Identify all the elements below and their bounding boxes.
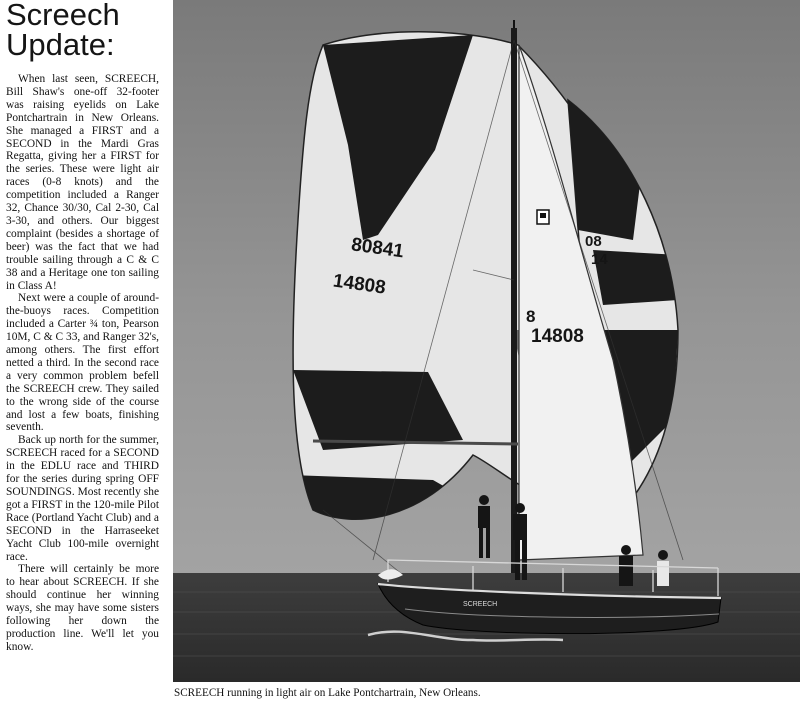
article-body — [6, 73, 159, 654]
leech-number-top: 08 — [585, 233, 602, 250]
spinnaker-number: 14808 — [331, 270, 387, 299]
headline-line-2: Update: — [6, 27, 115, 62]
mainsail-number: 14808 — [531, 326, 584, 347]
spinnaker-number-mirrored: 80841 — [349, 234, 406, 263]
mast — [511, 28, 517, 573]
hull-name: SCREECH — [463, 601, 498, 608]
photo-caption: SCREECH running in light air on Lake Pontchartrain, New Orleans. — [174, 687, 481, 699]
article-paragraph: There will certainly be more to hear about SCREECH. If she should continue her winning ways, she may have some sisters following her down the production line. We'll let you know. — [6, 563, 159, 653]
article-paragraph: Next were a couple of around-the-buoys races. Competition included a Carter ¾ ton, Pearson 10M, C & C 33, and Ranger 32's, among others. The first effort netted a third. In the second race a very common problem befell the SCREECH crew. They sailed to the wrong side of the course and lost a few boats, finishing seventh. — [6, 292, 159, 434]
article-paragraph: When last seen, SCREECH, Bill Shaw's one-off 32-footer was raising eyelids on Lake Pontchartrain in New Orleans. She managed a FIRST and a SECOND in the Mardi Gras Regatta, giving her a FIRST for the series. These were light air races (0-8 knots) and the competition included a Ranger 32, Chance 30/30, Cal 2-30, Cal 3-30, and others. Our biggest complaint (besides a shortage of beer) was the fact that we had trouble sailing through a C & C 38 and a Heritage one ton sailing in Class A! — [6, 73, 159, 292]
headline-line-1: Screech — [6, 0, 120, 32]
mainsail-class-mark: 8 — [526, 307, 536, 326]
leech-number-bottom: 14 — [591, 251, 608, 268]
article-paragraph: Back up north for the summer, SCREECH raced for a SECOND in the EDLU race and THIRD for the series during spring OFF SOUNDINGS. Most recently she got a FIRST in the 120-mile Pilot Race (Portland Yacht Club) and a SECOND in the Harraseeket Yacht Club 100-mile overnight race. — [6, 434, 159, 563]
headline — [6, 0, 166, 60]
sailboat-photo — [173, 0, 800, 682]
